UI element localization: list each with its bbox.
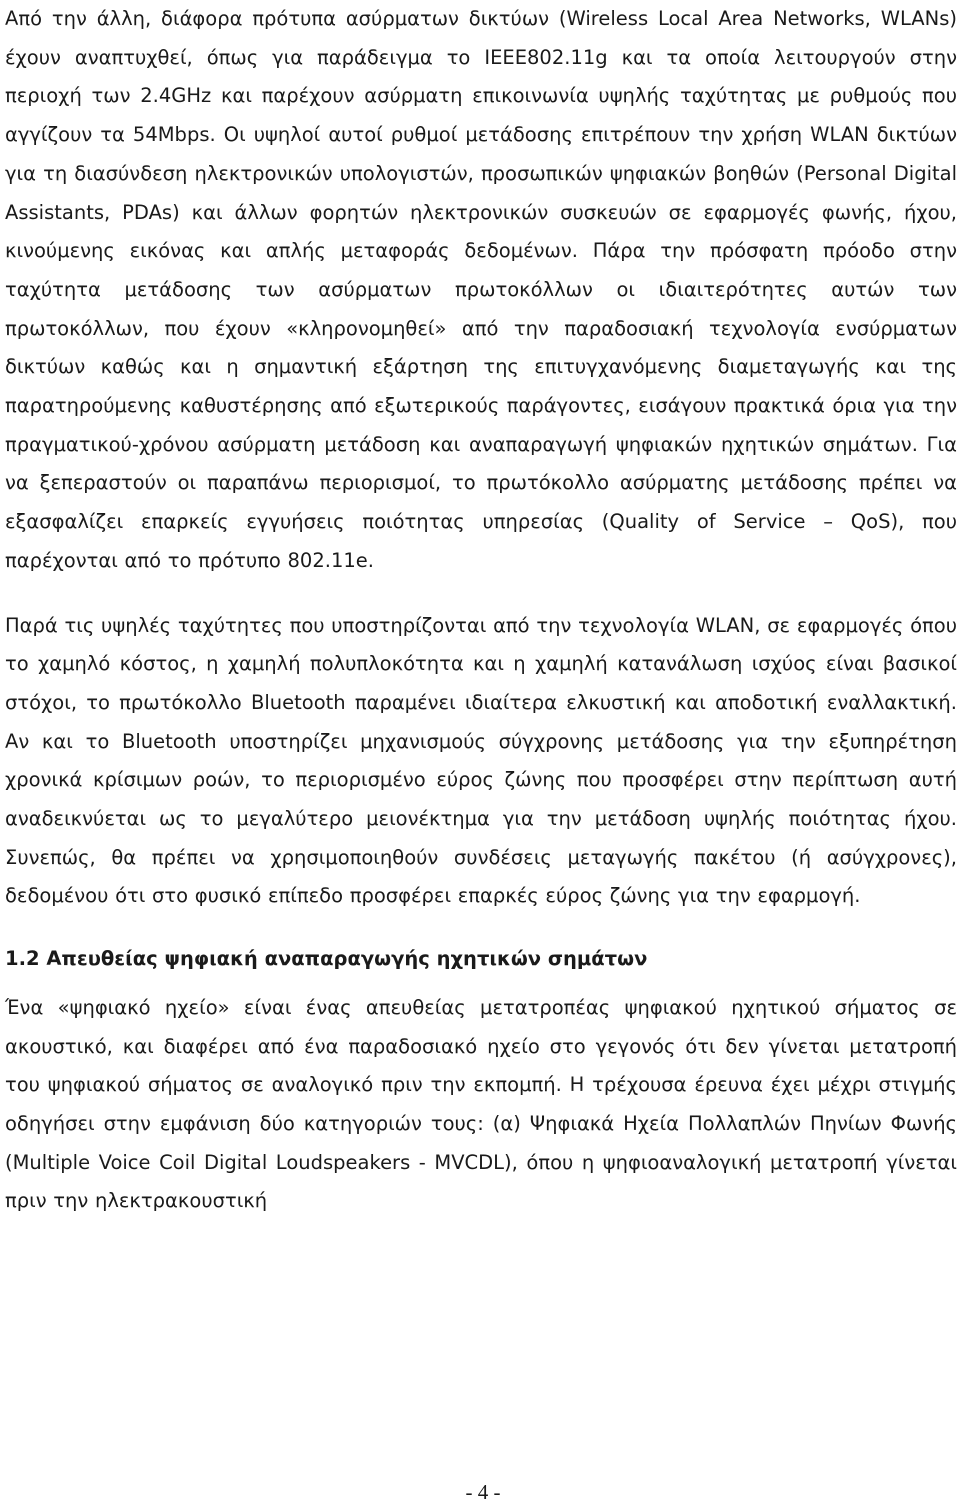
body-paragraph-bluetooth: Παρά τις υψηλές ταχύτητες που υποστηρίζονται από την τεχνολογία WLAN, σε εφαρμογές όπου το χαμηλό κόστος, η χαμηλή πολυπλοκότητα και η χαμηλή κατανάλωση ισχύος είναι βασικοί στόχοι, το πρωτόκολλο Bluetooth παραμένει ιδιαίτερα ελκυστική και αποδοτική εναλλακτική. Αν και το Bluetooth υποστηρίζει μηχανισμούς σύγχρονης μετάδοσης για την εξυπηρέτηση χρονικά κρίσιμων ροών, το περιορισμένο εύρος ζώνης που προσφέρει στην περίπτωση αυτή αναδεικνύεται ως το μεγαλύτερο μειονέκτημα για την μετάδοση υψηλής ποιότητας ήχου. Συνεπώς, θα πρέπει να χρησιμοποιηθούν συνδέσεις μεταγωγής πακέτου (ή ασύγχρονες), δεδομένου ότι στο φυσικό επίπεδο προσφέρει επαρκές εύρος ζώνης για την εφαρμογή. xyxy=(5,613,957,908)
section-heading: 1.2 Απευθείας ψηφιακή αναπαραγωγής ηχητικών σημάτων xyxy=(5,947,648,971)
document-page xyxy=(5,0,957,1221)
body-paragraph-digital-speaker: Ένα «ψηφιακό ηχείο» είναι ένας απευθείας μετατροπέας ψηφιακού ηχητικού σήματος σε ακουστικό, και διαφέρει από ένα παραδοσιακό ηχείο στο γεγονός ότι δεν γίνεται μετατροπή του ψηφιακού σήματος σε αναλογικό πριν την εκπομπή. Η τρέχουσα έρευνα έχει μέχρι στιγμής οδηγήσει στην εμφάνιση δύο κατηγοριών τους: (α) Ψηφιακά Ηχεία Πολλαπλών Πηνίων Φωνής (Multiple Voice Coil Digital Loudspeakers - MVCDL), όπου η ψηφιοαναλογική μετατροπή γίνεται πριν την ηλεκτρακουστική xyxy=(5,995,957,1213)
page-number: - 4 - xyxy=(465,1480,501,1504)
body-paragraph-wlan: Από την άλλη, διάφορα πρότυπα ασύρματων δικτύων (Wireless Local Area Networks, WLANs) έχουν αναπτυχθεί, όπως για παράδειγμα το IEEE802.11g και τα οποία λειτουργούν στην περιοχή των 2.4GHz και παρέχουν ασύρματη επικοινωνία υψηλής ταχύτητας με ρυθμούς που αγγίζουν τα 54Mbps. Οι υψηλοί αυτοί ρυθμοί μετάδοσης επιτρέπουν την χρήση WLAN δικτύων για τη διασύνδεση ηλεκτρονικών υπολογιστών, προσωπικών ψηφιακών βοηθών (Personal Digital Assistants, PDAs) και άλλων φορητών ηλεκτρονικών συσκευών σε εφαρμογές φωνής, ήχου, κινούμενης εικόνας και απλής μεταφοράς δεδομένων. Πάρα την πρόσφατη πρόοδο στην ταχύτητα μετάδοσης των ασύρματων πρωτοκόλλων οι ιδιαιτερότητες αυτών των πρωτοκόλλων, που έχουν «κληρονομηθεί» από την παραδοσιακή τεχνολογία ενσύρματων δικτύων καθώς και η σημαντική εξάρτηση της επιτυγχανόμενης διαμεταγωγής και της παρατηρούμενης καθυστέρησης από εξωτερικούς παράγοντες, εισάγουν πρακτικά όρια για την πραγματικού-χρόνου ασύρματη μετάδοση και αναπαραγωγή ψηφιακών ηχητικών σημάτων. Για να ξεπεραστούν οι παραπάνω περιορισμοί, το πρωτόκολλο ασύρματης μετάδοσης πρέπει να εξασφαλίζει επαρκείς εγγυήσεις ποιότητας υπηρεσίας (Quality of Service – QoS), που παρέχονται από το πρότυπο 802.11e. xyxy=(5,7,957,572)
